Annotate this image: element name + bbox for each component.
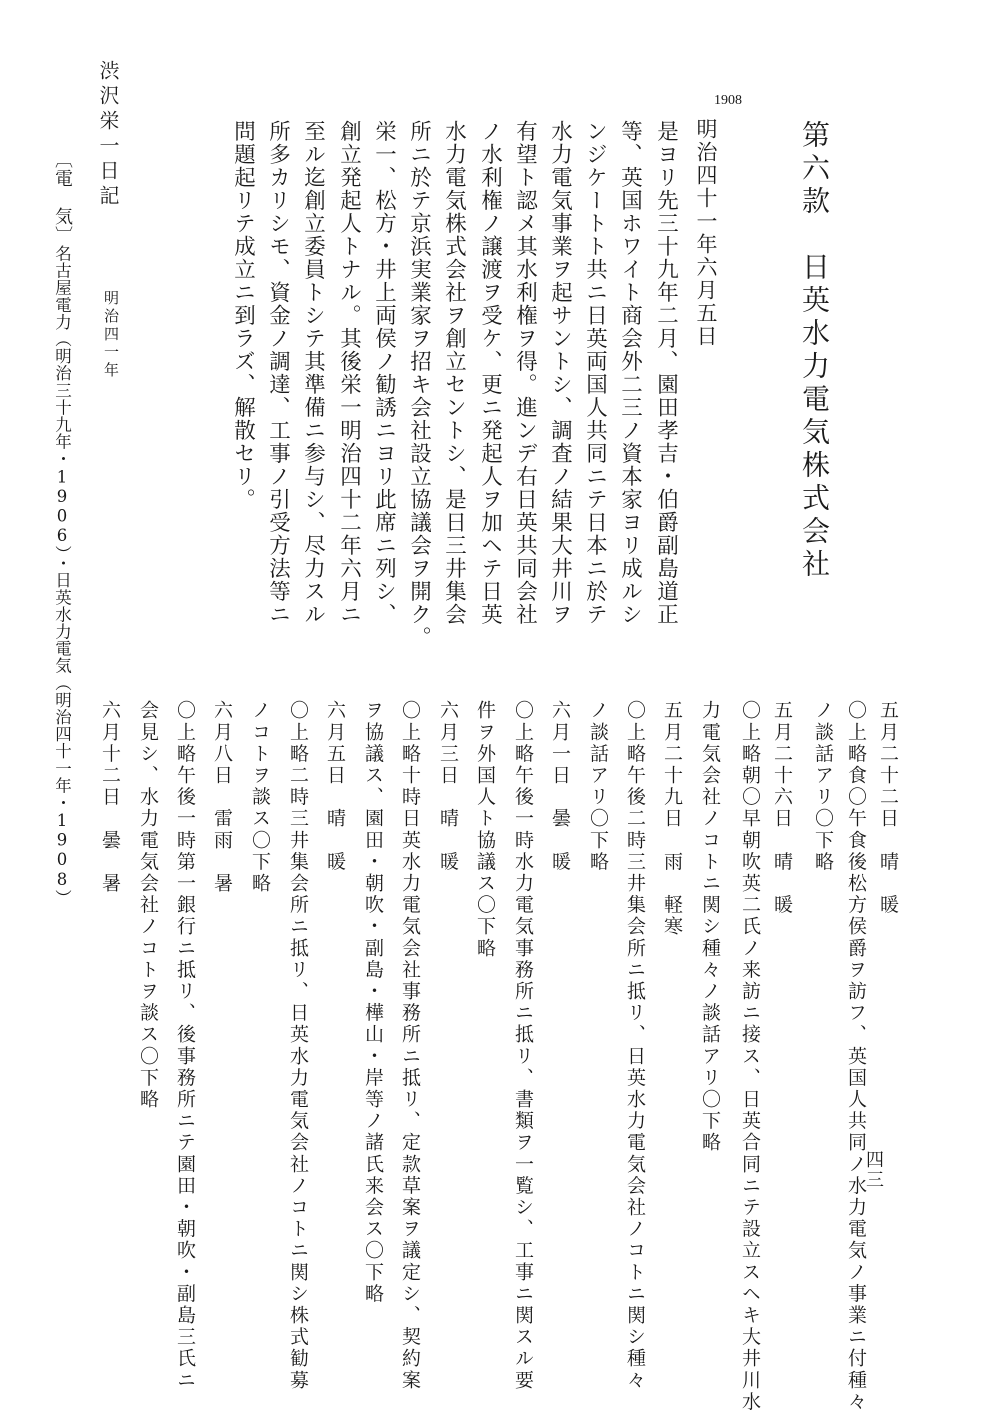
main-text-line: 問題起リテ成立ニ到ラズ、解散セリ。 [230, 120, 256, 511]
main-text-line: 所ニ於テ京浜実業家ヲ招キ会社設立協議会ヲ開ク。 [406, 120, 432, 649]
diary-line: 〇上略二時三井集会所ニ抵リ、日英水力電気会社ノコトニ関シ株式勧募 [287, 700, 309, 1392]
side-caption-bracket: 〔電 気〕 [52, 150, 73, 245]
diary-line: 力電気会社ノコトニ関シ種々ノ談話アリ〇下略 [699, 700, 721, 1154]
diary-line: 五月二十二日 晴 暖 [877, 700, 899, 916]
diary-line: 件ヲ外国人ト協議ス〇下略 [474, 700, 496, 960]
diary-line: ヲ協議ス、園田・朝吹・副島・樺山・岸等ノ諸氏来会ス〇下略 [362, 700, 384, 1305]
year-note: 1908 [714, 93, 742, 108]
date-heading: 明治四十一年六月五日 [694, 118, 718, 348]
main-text-line: 等、英国ホワイト商会外二三ノ資本家ヨリ成ルシ [617, 120, 643, 626]
diary-line: 六月一日 曇 暖 [549, 700, 571, 873]
main-text-line: 創立発起人トナル。其後栄一明治四十二年六月ニ [336, 120, 362, 626]
diary-line: ノ談話アリ〇下略 [812, 700, 834, 873]
main-text-line: ノ水利権ノ譲渡ヲ受ケ、更ニ発起人ヲ加ヘテ日英 [477, 120, 503, 626]
diary-line: 〇上略午後一時第一銀行ニ抵リ、後事務所ニテ園田・朝吹・副島三氏ニ [174, 700, 196, 1392]
main-text-line: ンジケートト共ニ日英両国人共同ニテ日本ニ於テ [582, 120, 608, 626]
diary-line: 五月二十六日 晴 暖 [771, 700, 793, 916]
main-text-line: 是ヨリ先三十九年二月、園田孝吉・伯爵副島道正 [653, 120, 679, 626]
diary-line: 〇上略食〇午食後松方侯爵ヲ訪フ、英国人共同ノ水力電気ノ事業ニ付種々 [845, 700, 867, 1413]
diary-line: 六月八日 雷雨 暑 [211, 700, 233, 895]
diary-line: 六月十二日 曇 暑 [99, 700, 121, 895]
diary-line: ノ談話アリ〇下略 [587, 700, 609, 873]
diary-line: 会見シ、水力電気会社ノコトヲ談ス〇下略 [137, 700, 159, 1111]
main-text-line: 栄一、松方・井上両侯ノ勧誘ニヨリ此席ニ列シ、 [371, 120, 397, 626]
diary-line: 〇上略午後一時水力電気事務所ニ抵リ、書類ヲ一覧シ、工事ニ関スル要 [512, 700, 534, 1392]
side-caption-text: 名古屋電力（明治三十九年・1906）・日英水力電気（明治四十一年・1908） [52, 245, 72, 907]
running-head-year: 明治四一年 [102, 290, 120, 380]
diary-line: 六月五日 晴 暖 [324, 700, 346, 873]
diary-line: 六月三日 晴 暖 [437, 700, 459, 873]
page-number: 四三 [863, 1150, 884, 1190]
main-text-line: 水力電気事業ヲ起サントシ、調査ノ結果大井川ヲ [547, 120, 573, 626]
diary-line: 五月二十九日 雨 軽寒 [661, 700, 683, 938]
diary-line: ノコトヲ談ス〇下略 [249, 700, 271, 895]
main-text-line: 至ル迄創立委員トシテ其準備ニ参与シ、尽力スル [300, 120, 326, 626]
main-text-line: 所多カリシモ、資金ノ調達、工事ノ引受方法等ニ [265, 120, 291, 626]
diary-line: 〇上略午後二時三井集会所ニ抵リ、日英水力電気会社ノコトニ関シ種々 [624, 700, 646, 1392]
diary-line: 〇上略朝〇早朝吹英二氏ノ来訪ニ接ス、日英合同ニテ設立スヘキ大井川水 [739, 700, 761, 1413]
running-head-title: 渋沢栄一日記 [96, 60, 120, 210]
diary-line: 〇上略十時日英水力電気会社事務所ニ抵リ、定款草案ヲ議定シ、契約案 [399, 700, 421, 1392]
section-title: 第六款 日英水力電気株式会社 [798, 120, 831, 582]
main-text-line: 水力電気株式会社ヲ創立セントシ、是日三井集会 [441, 120, 467, 626]
main-text-line: 有望ト認メ其水利権ヲ得。進ンデ右日英共同会社 [512, 120, 538, 626]
